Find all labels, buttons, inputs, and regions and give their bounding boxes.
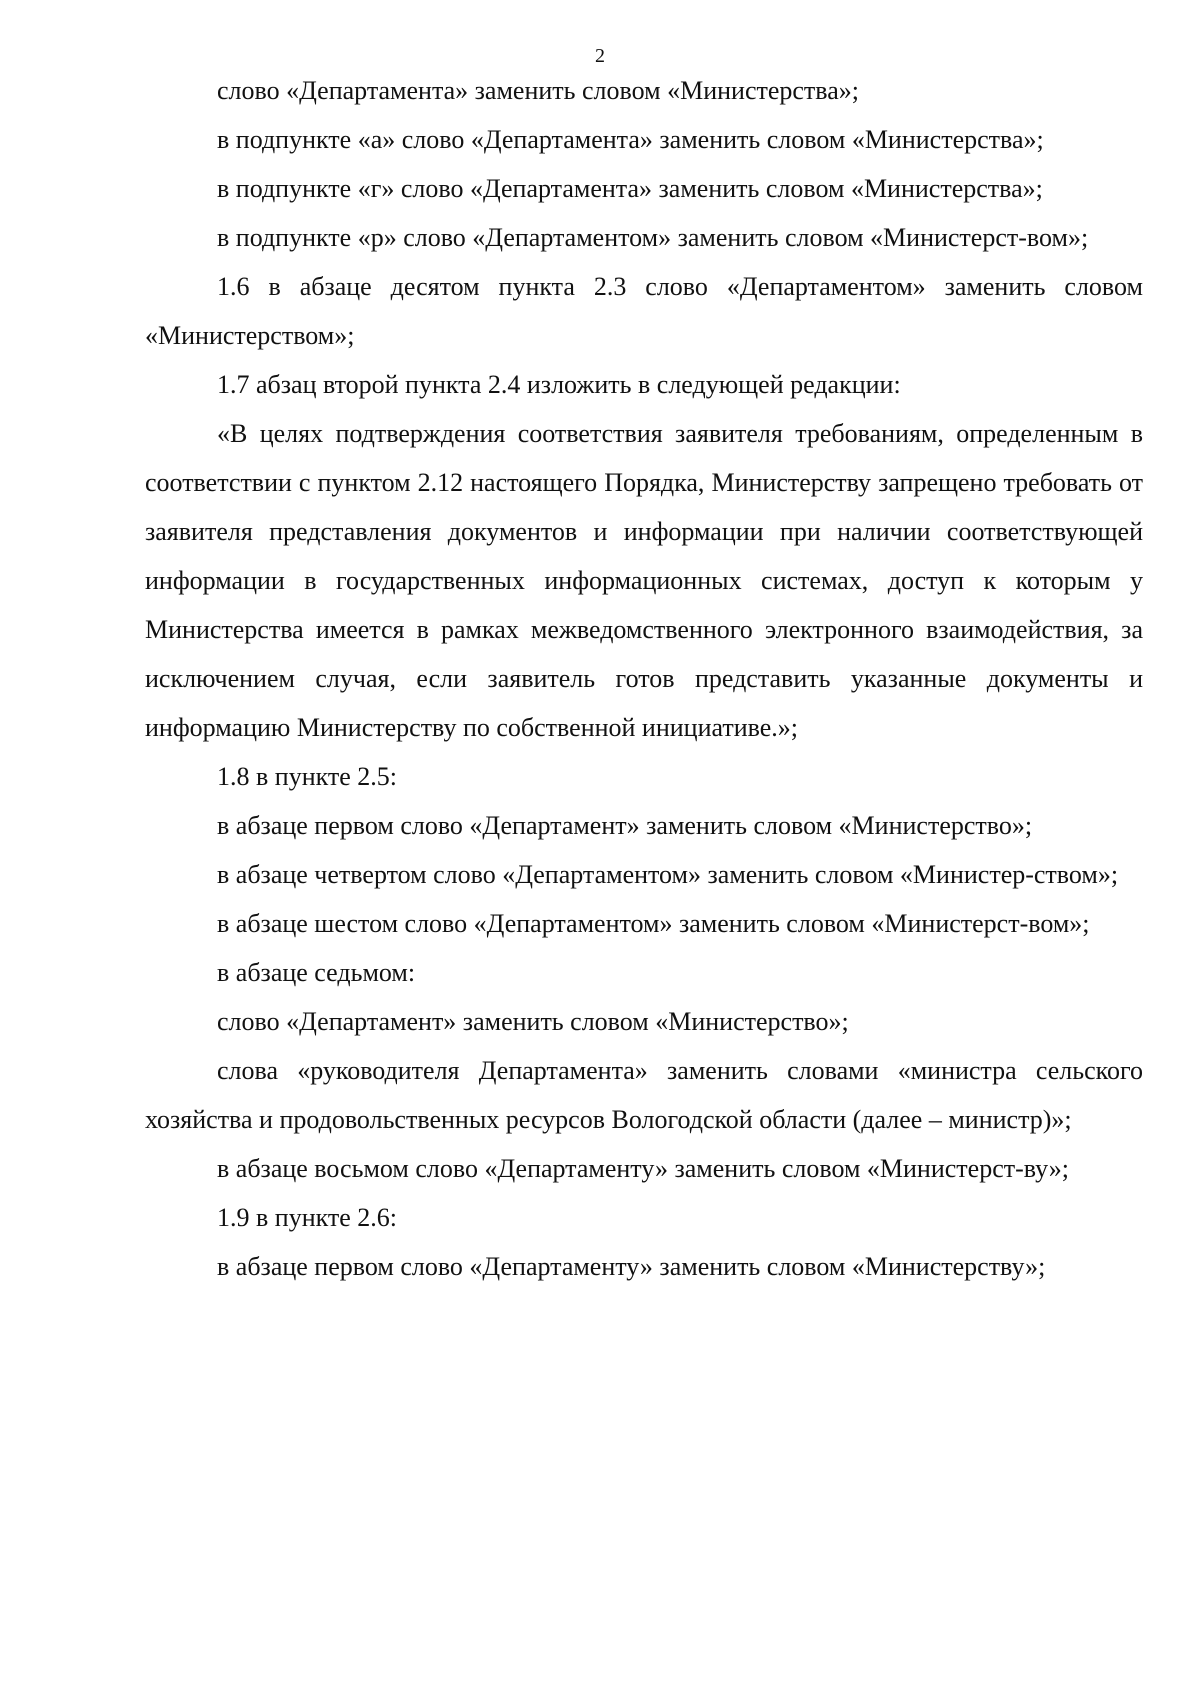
paragraph-2: в подпункте «а» слово «Департамента» заменить словом «Министерства»;: [217, 125, 1044, 154]
page-number: 2: [595, 45, 605, 67]
paragraph-5: 1.6 в абзаце десятом пункта 2.3 слово «Департаментом» заменить словом «Министерством»;: [145, 272, 1143, 350]
paragraph-6: 1.7 абзац второй пункта 2.4 изложить в следующей редакции:: [217, 370, 901, 399]
paragraph-4: в подпункте «р» слово «Департаментом» заменить словом «Министерст-вом»;: [217, 223, 1089, 252]
paragraph-7: «В целях подтверждения соответствия заявителя требованиям, определенным в соответствии с пунктом 2.12 настоящего Порядка, Министерству запрещено требовать от заявителя представления документов и информации при наличии соответствующей информации в государственных информационных системах, доступ к которым у Министерства имеется в рамках межведомственного электронного взаимодействия, за исключением случая, если заявитель готов представить указанные документы и информацию Министерству по собственной инициативе.»;: [145, 419, 1143, 742]
paragraph-14: слова «руководителя Департамента» заменить словами «министра сельского хозяйства и продовольственных ресурсов Вологодской области (далее – министр)»;: [145, 1056, 1143, 1134]
paragraph-8: 1.8 в пункте 2.5:: [217, 762, 398, 791]
paragraph-16: 1.9 в пункте 2.6:: [217, 1203, 398, 1232]
paragraph-15: в абзаце восьмом слово «Департаменту» заменить словом «Министерст-ву»;: [217, 1154, 1070, 1183]
document-body: [145, 66, 1143, 1291]
paragraph-12: в абзаце седьмом:: [217, 958, 416, 987]
paragraph-3: в подпункте «г» слово «Департамента» заменить словом «Министерства»;: [217, 174, 1043, 203]
paragraph-17: в абзаце первом слово «Департаменту» заменить словом «Министерству»;: [217, 1252, 1046, 1281]
paragraph-13: слово «Департамент» заменить словом «Министерство»;: [217, 1007, 849, 1036]
paragraph-1: слово «Департамента» заменить словом «Министерства»;: [217, 76, 859, 105]
paragraph-10: в абзаце четвертом слово «Департаментом» заменить словом «Министер-ством»;: [217, 860, 1119, 889]
paragraph-11: в абзаце шестом слово «Департаментом» заменить словом «Министерст-вом»;: [217, 909, 1090, 938]
paragraph-9: в абзаце первом слово «Департамент» заменить словом «Министерство»;: [217, 811, 1033, 840]
